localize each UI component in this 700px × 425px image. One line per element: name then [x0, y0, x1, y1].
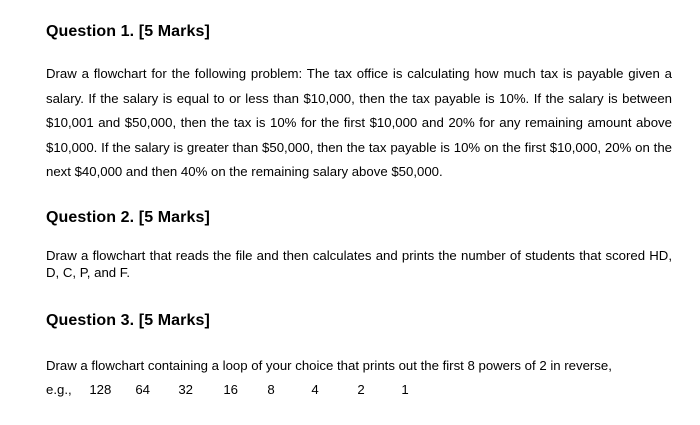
question-1-title: Question 1. [5 Marks]	[46, 23, 210, 40]
sequence-value: 1	[401, 382, 409, 397]
example-line	[46, 378, 672, 402]
sequence-value: 64	[135, 382, 151, 397]
example-label: e.g.,	[46, 382, 72, 397]
question-2-title: Question 2. [5 Marks]	[46, 209, 210, 226]
sequence-value: 16	[223, 382, 239, 397]
sequence-value: 8	[267, 382, 275, 397]
sequence-value: 2	[357, 382, 365, 397]
sequence-value: 4	[311, 382, 319, 397]
sequence-value: 32	[178, 382, 194, 397]
question-3-body	[46, 354, 672, 402]
question-3-title: Question 3. [5 Marks]	[46, 312, 210, 329]
question-3-text: Draw a flowchart containing a loop of your choice that prints out the first 8 powers of 2 in reverse,	[46, 358, 612, 373]
powers-sequence	[89, 378, 408, 402]
question-2-body: Draw a flowchart that reads the file and then calculates and prints the number of students that scored HD, D, C, P, and F.	[46, 248, 672, 280]
question-1-body: Draw a flowchart for the following problem: The tax office is calculating how much tax is payable given a salary. If the salary is equal to or less than $10,000, then the tax payable is 10%. If the salary is between $10,001 and $50,000, then the tax is 10% for the first $10,000 and 20% for any remaining amount above $10,000. If the salary is greater than $50,000, then the tax payable is 10% on the first $10,000, 20% on the next $40,000 and then 40% on the remaining salary above $50,000.	[46, 66, 672, 179]
sequence-value: 128	[89, 382, 112, 397]
